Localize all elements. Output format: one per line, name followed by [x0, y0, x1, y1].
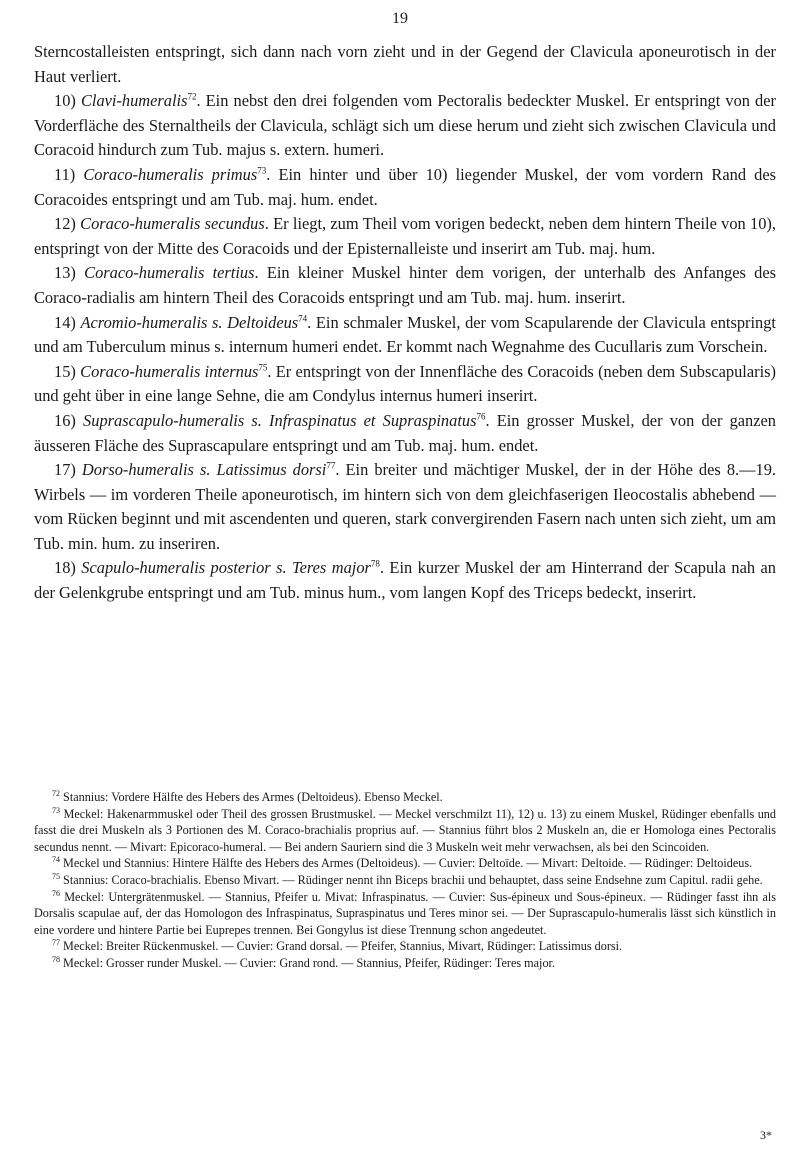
- paragraph-dorso-humeralis: 17) Dorso-humeralis s. Latissimus dorsi$^{77}$. Ein breiter und mächtiger Muskel, der in der Höhe des 8.—19. Wirbels — im vorderen Theile aponeurotisch, im hintern sich von dem gleichfaserigen Ileocostalis abhebend — vom Rücken beginnt und mit ascendenten und queren, stark convergirenden Fasern nach unten sich zieht, um am Tub. min. hum. zu inseriren.: [34, 460, 776, 553]
- muscle-name: Scapulo-humeralis posterior s. Teres major: [81, 558, 371, 578]
- page-number: 19: [392, 10, 408, 27]
- muscle-name: Coraco-humeralis primus: [83, 164, 258, 184]
- footnote-ref: 74: [298, 313, 308, 324]
- muscle-name: Dorso-humeralis s. Latissimus dorsi: [81, 460, 327, 480]
- footnote-73: $^{73}$ Meckel: Hakenarmmuskel oder Theil des grossen Brustmuskel. — Meckel verschmilzt 11), 12) u. 13) zu einem Muskel, Rüdinger ebenfalls und fasst die drei Muskeln als 3 Portionen des M. Coraco-brachialis proprius auf. — Stannius führt blos 2 Muskeln an, die er Homologa eines Pectoralis secundus nennt. — Mivart: Epicoraco-humeral. — Bei andern Sauriern sind die 3 Muskeln weit mehr verwachsen, als bei den Scincoiden.: [34, 805, 776, 854]
- paragraph-coraco-humeralis-tertius: 13) Coraco-humeralis tertius. Ein kleiner Muskel hinter dem vorigen, der unterhalb des Anfanges des Coraco-radialis am hintern Theil des Coracoids entspringt und am Tub. maj. hum. inserirt.: [34, 263, 777, 307]
- footnote-74: $^{74}$ Meckel und Stannius: Hintere Hälfte des Hebers des Armes (Deltoideus). — Cuvier: Deltoïde. — Mivart: Deltoide. — Rüdinger: Deltoideus.: [52, 855, 753, 871]
- footnote-78: $^{78}$ Meckel: Grosser runder Muskel. — Cuvier: Grand rond. — Stannius, Pfeifer, Rüdinger: Teres major.: [52, 954, 555, 970]
- footnote-72: $^{72}$ Stannius: Vordere Hälfte des Hebers des Armes (Deltoideus). Ebenso Meckel.: [52, 788, 443, 804]
- muscle-name: Coraco-humeralis internus: [80, 361, 259, 381]
- paragraph-continued: Sterncostalleisten entspringt, sich dann nach vorn zieht und in der Gegend der Clavicula aponeurotisch in der Haut verliert.: [34, 42, 776, 86]
- footnote-ref: 77: [326, 460, 336, 471]
- muscle-name: Suprascapulo-humeralis s. Infraspinatus et Supraspinatus: [83, 410, 477, 430]
- paragraph-coraco-humeralis-internus: 15) Coraco-humeralis internus$^{75}$. Er entspringt von der Innenfläche des Coracoids (neben dem Subscapularis) und geht über in eine lange Sehne, die am Condylus internus humeri inserirt.: [34, 361, 776, 406]
- muscle-name: Coraco-humeralis secundus: [80, 214, 265, 234]
- main-text: [34, 40, 776, 606]
- footnote-76: $^{76}$ Meckel: Untergrätenmuskel. — Stannius, Pfeifer u. Mivat: Infraspinatus. — Cuvier: Sus-épineux und Sous-épineux. — Rüdinger fasst ihn als Dorsalis scapulae auf, der das Homologon des Infraspinatus, Supraspinatus und Teres minor sei. — Der Suprascapulo-humeralis lässt sich künstlich in eine vordere und hintere Partie bei Euprepes trennen. Bei Gongylus ist diese Trennung schon angedeutet.: [34, 888, 777, 937]
- sheet-signature: 3*: [760, 1128, 772, 1142]
- muscle-name: Coraco-humeralis tertius: [84, 263, 255, 283]
- footnote-ref: 75: [258, 362, 268, 373]
- paragraph-coraco-humeralis-secundus: 12) Coraco-humeralis secundus. Er liegt, zum Theil vom vorigen bedeckt, neben dem hintern Theile von 10), entspringt von der Mitte des Coracoids und der Episternalleiste und inserirt am Tub. maj. hum.: [34, 214, 776, 258]
- footnote-ref: 72: [187, 91, 197, 102]
- footnote-ref: 76: [476, 411, 486, 422]
- paragraph-scapulo-humeralis: 18) Scapulo-humeralis posterior s. Teres major$^{78}$. Ein kurzer Muskel der am Hinterrand der Scapula nah an der Gelenkgrube entspringt und am Tub. minus hum., vom langen Kopf des Triceps bedeckt, inserirt.: [34, 558, 776, 603]
- paragraph-acromio-humeralis: 14) Acromio-humeralis s. Deltoideus$^{74}$. Ein schmaler Muskel, der vom Scapularende der Clavicula entspringt und am Tuberculum minus s. internum humeri endet. Er kommt nach Wegnahme des Cucullaris zum Vorschein.: [34, 312, 776, 357]
- footnote-77: $^{77}$ Meckel: Breiter Rückenmuskel. — Cuvier: Grand dorsal. — Pfeifer, Stannius, Mivart, Rüdinger: Latissimus dorsi.: [52, 938, 623, 954]
- footnote-ref: 73: [257, 165, 267, 176]
- footnote-75: $^{75}$ Stannius: Coraco-brachialis. Ebenso Mivart. — Rüdinger nennt ihn Biceps brachii und behauptet, dass seine Endsehne zum Capitul. radii gehe.: [52, 871, 763, 887]
- muscle-name: Clavi-humeralis: [80, 91, 188, 111]
- footnote-ref: 78: [370, 559, 380, 569]
- muscle-name: Acromio-humeralis s. Deltoideus: [80, 312, 299, 332]
- footnotes: [34, 789, 776, 972]
- paragraph-clavi-humeralis: 10) Clavi-humeralis$^{72}$. Ein nebst den drei folgenden vom Pectoralis bedeckter Muskel. Er entspringt von der Vorderfläche des Sternaltheils der Clavicula, schlägt sich um diese herum und zieht sich zwischen Clavicula und Coracoid hindurch zum Tub. majus s. extern. humeri.: [34, 91, 776, 160]
- paragraph-suprascapulo-humeralis: 16) Suprascapulo-humeralis s. Infraspinatus et Supraspinatus$^{76}$. Ein grosser Muskel, der von der ganzen äusseren Fläche des Suprascapulare entspringt und am Tub. maj. hum. endet.: [34, 410, 776, 455]
- paragraph-coraco-humeralis-primus: 11) Coraco-humeralis primus$^{73}$. Ein hinter und über 10) liegender Muskel, der vom vordern Rand des Coracoides entspringt und am Tub. maj. hum. endet.: [34, 164, 776, 209]
